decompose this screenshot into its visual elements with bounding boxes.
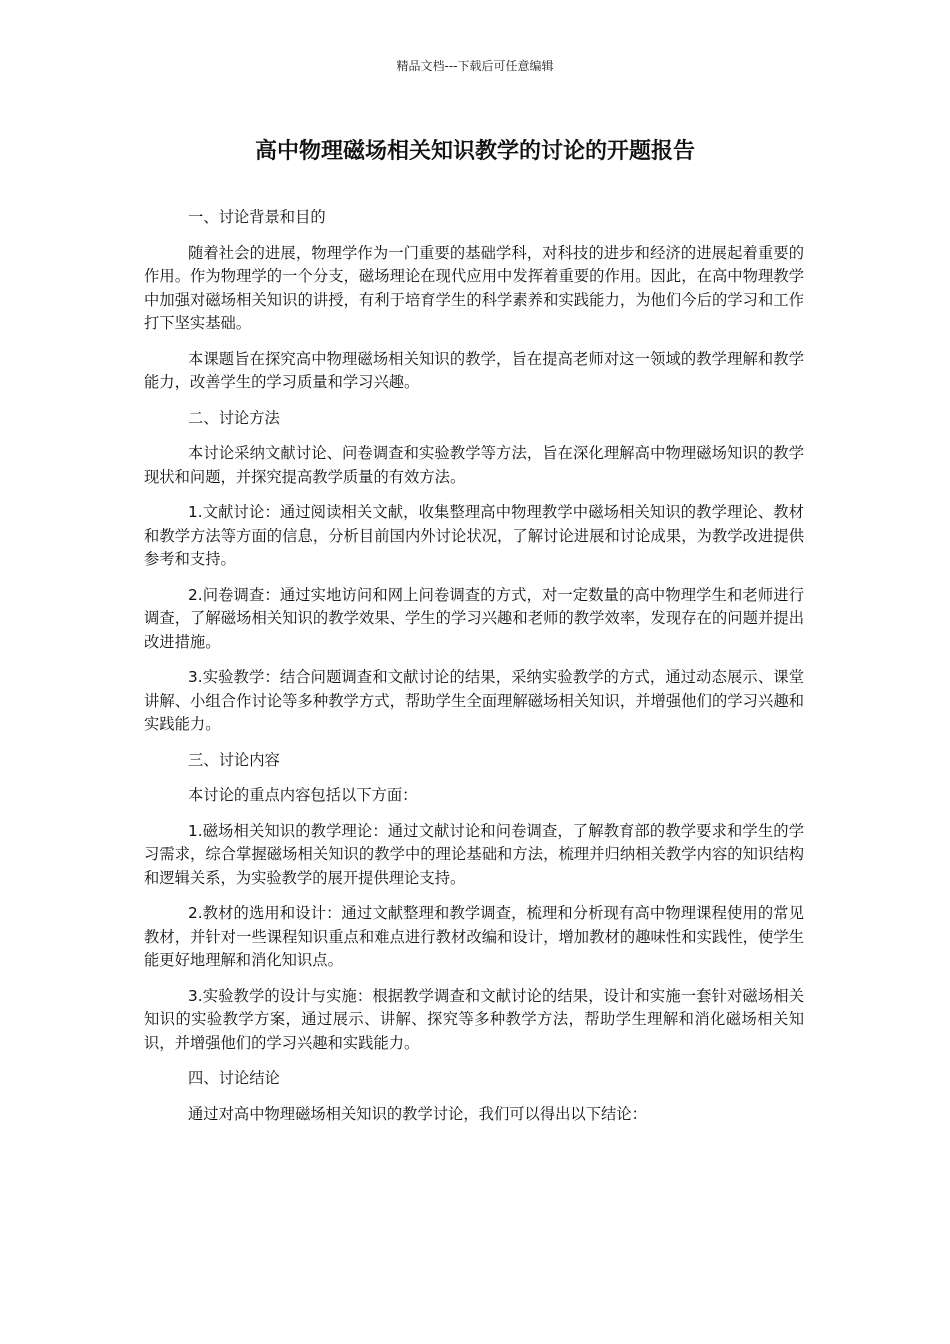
header-note: 精品文档---下载后可任意编辑 [396, 59, 554, 73]
section-heading-conclusion: 四、讨论结论 [188, 1069, 280, 1087]
document-body [144, 206, 804, 1138]
paragraph-content-intro: 本讨论的重点内容包括以下方面： [188, 786, 418, 804]
section-heading-methods: 二、讨论方法 [188, 408, 280, 427]
paragraph-content-textbook: 2.教材的选用和设计：通过文献整理和教学调查，梳理和分析现有高中物理课程使用的常见教材，并针对一些课程知识重点和难点进行教材改编和设计，增加教材的趣味性和实践性，使学生能更好地理解和消化知识点。 [144, 904, 804, 969]
paragraph-method-experiment: 3.实验教学：结合问题调查和文献讨论的结果，采纳实验教学的方式，通过动态展示、课堂讲解、小组合作讨论等多种教学方式，帮助学生全面理解磁场相关知识，并增强他们的学习兴趣和实践能力。 [144, 668, 804, 733]
paragraph-conclusion-intro: 通过对高中物理磁场相关知识的教学讨论，我们可以得出以下结论： [188, 1104, 647, 1123]
section-heading-background: 一、讨论背景和目的 [188, 208, 326, 226]
paragraph-methods-intro: 本讨论采纳文献讨论、问卷调查和实验教学等方法，旨在深化理解高中物理磁场知识的教学现状和问题，并探究提高教学质量的有效方法。 [144, 444, 804, 486]
paragraph-method-literature: 1.文献讨论：通过阅读相关文献，收集整理高中物理教学中磁场相关知识的教学理论、教材和教学方法等方面的信息，分析目前国内外讨论状况，了解讨论进展和讨论成果，为教学改进提供参考和支持。 [144, 503, 804, 568]
paragraph-background: 随着社会的进展，物理学作为一门重要的基础学科，对科技的进步和经济的进展起着重要的作用。作为物理学的一个分支，磁场理论在现代应用中发挥着重要的作用。因此，在高中物理教学中加强对磁场相关知识的讲授，有利于培育学生的科学素养和实践能力，为他们今后的学习和工作打下坚实基础。 [144, 243, 804, 332]
paragraph-content-theory: 1.磁场相关知识的教学理论：通过文献讨论和问卷调查，了解教育部的教学要求和学生的学习需求，综合掌握磁场相关知识的教学中的理论基础和方法，梳理并归纳相关教学内容的知识结构和逻辑关系，为实验教学的展开提供理论支持。 [144, 821, 804, 887]
document-title: 高中物理磁场相关知识教学的讨论的开题报告 [254, 139, 695, 164]
paragraph-method-survey: 2.问卷调查：通过实地访问和网上问卷调查的方式，对一定数量的高中物理学生和老师进行调查，了解磁场相关知识的教学效果、学生的学习兴趣和老师的教学效率，发现存在的问题并提出改进措施。 [144, 585, 804, 651]
section-heading-content: 三、讨论内容 [188, 750, 280, 769]
paragraph-purpose: 本课题旨在探究高中物理磁场相关知识的教学，旨在提高老师对这一领域的教学理解和教学能力，改善学生的学习质量和学习兴趣。 [144, 349, 804, 391]
paragraph-content-experiment: 3.实验教学的设计与实施：根据教学调查和文献讨论的结果，设计和实施一套针对磁场相关知识的实验教学方案，通过展示、讲解、探究等多种教学方法，帮助学生理解和消化磁场相关知识，并增强他们的学习兴趣和实践能力。 [144, 986, 804, 1052]
